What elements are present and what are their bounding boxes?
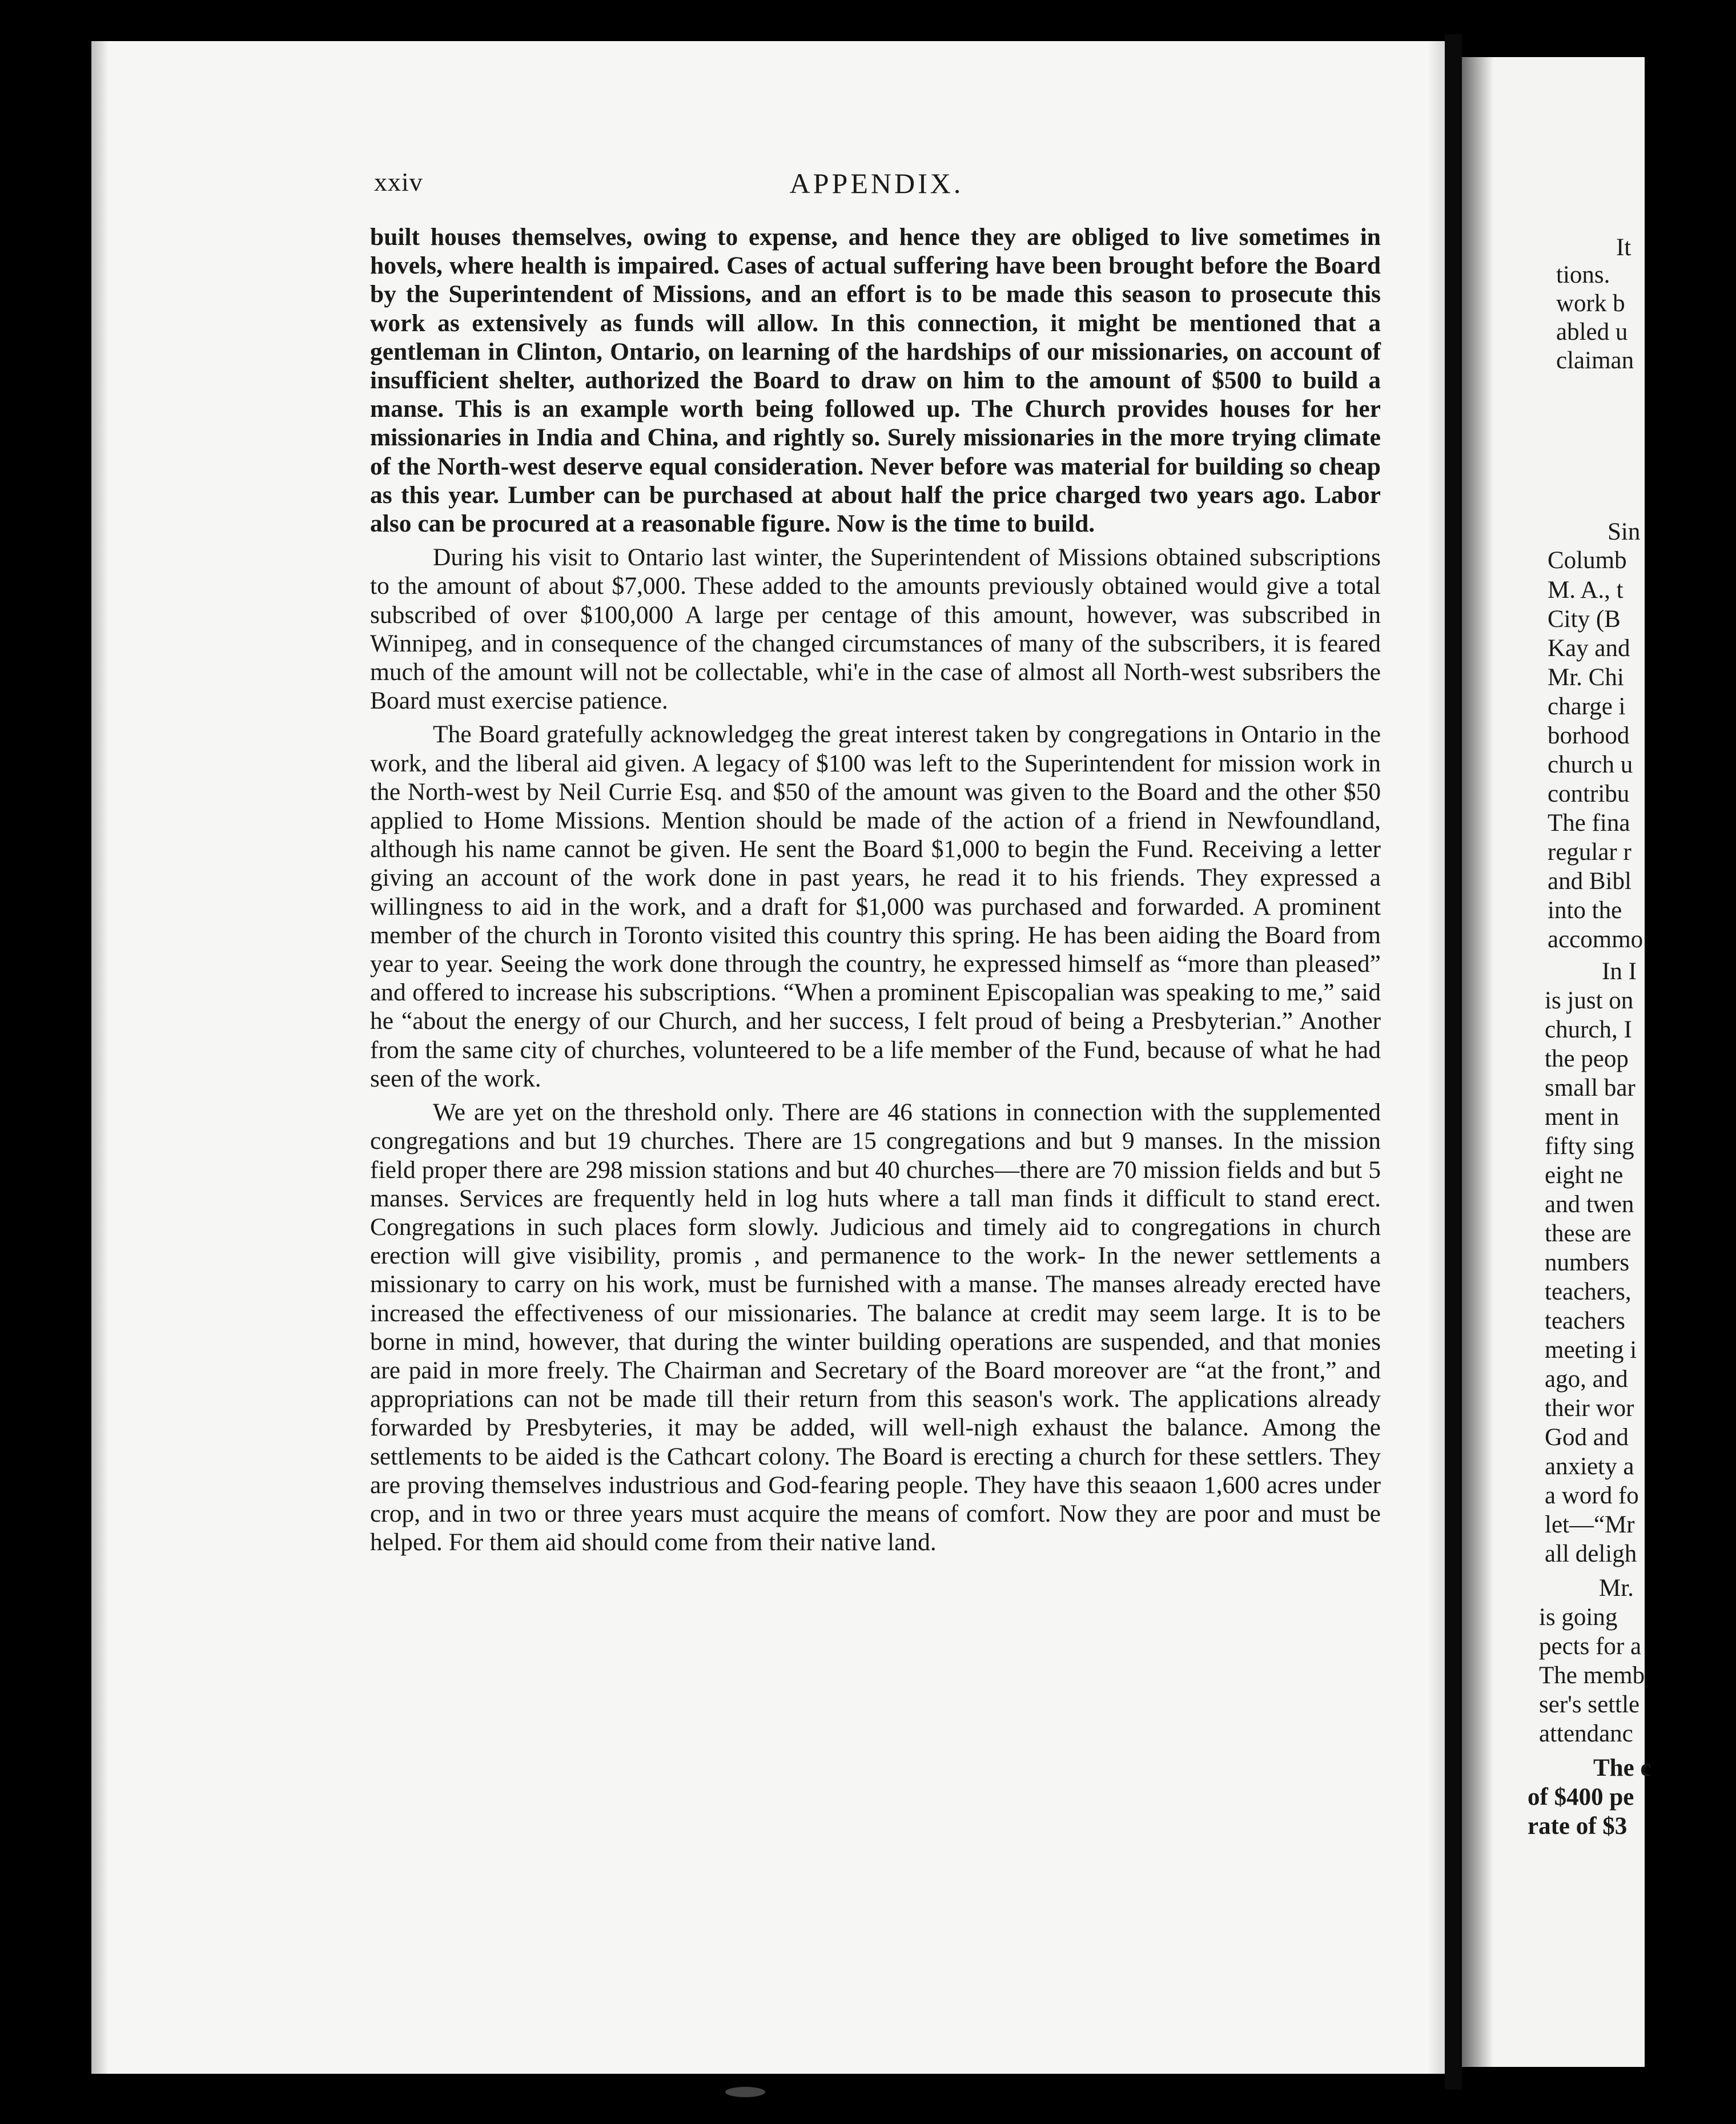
facing-line: tions.: [1556, 262, 1610, 288]
facing-line: abled u: [1556, 319, 1628, 345]
facing-line: rate of $3: [1528, 1813, 1628, 1840]
facing-line: charge i: [1548, 693, 1626, 720]
facing-line: small bar: [1545, 1075, 1635, 1101]
body-text: [370, 223, 1381, 1556]
facing-line: attendanc: [1539, 1720, 1633, 1747]
facing-line: anxiety a: [1545, 1453, 1634, 1480]
facing-line: pects for a: [1539, 1633, 1642, 1660]
facing-line: M. A., t: [1548, 577, 1624, 604]
page-number: xxiv: [374, 167, 423, 196]
facing-line: their wor: [1545, 1395, 1634, 1422]
facing-line: and Bibl: [1548, 868, 1631, 895]
facing-line: regular r: [1548, 839, 1631, 866]
facing-line: work b: [1556, 290, 1625, 317]
facing-line: ment in: [1545, 1104, 1620, 1131]
facing-line: ser's settle: [1539, 1691, 1640, 1718]
facing-line: all deligh: [1545, 1540, 1637, 1567]
facing-line: numbers: [1545, 1249, 1630, 1276]
facing-line: Mr.: [1599, 1575, 1634, 1602]
paragraph-subscriptions: During his visit to Ontario last winter, the Superintendent of Missions obtained subscriptions to the amount of about $7,000. These added to the amounts previously obtained would give a total subscribed of over $100,000 A large per centage of this amount, however, was subscribed in Winnipeg, and in consequence of the changed circumstances of many of the subscribers, it is feared much of the amount will not be collectable, whi'e in the case of almost all North-west subsribers the Board must exercise patience.: [370, 544, 1381, 715]
facing-line: eight ne: [1545, 1162, 1624, 1189]
facing-line: meeting i: [1545, 1337, 1637, 1363]
facing-line: In I: [1602, 958, 1637, 985]
paragraph-acknowledgements: The Board gratefully acknowledgeg the great interest taken by congregations in Ontario in the work, and the liberal aid given. A legacy of $100 was left to the Superintendent for mission work in the North-west by Neil Currie Esq. and $50 of the amount was given to the Board and the other $50 applied to Home Missions. Mention should be made of the action of a friend in Newfoundland, although his name cannot be given. He sent the Board $1,000 to begin the Fund. Receiving a letter giving an account of the work done in past years, he read it to his friends. They expressed a willingness to aid in the work, and a draft for $1,000 was purchased and forwarded. A prominent member of the church in Toronto visited this country this spring. He has been aiding the Board from year to year. Seeing the work done through the country, he expressed himself as “more than pleased” and offered to increase his subscriptions. “When a prominent Episcopalian was speaking to me,” said he “about the energy of our Church, and her success, I felt proud of being a Presbyterian.” Another from the same city of churches, volunteered to be a life member of the Fund, because of what he had seen of the work.: [370, 721, 1381, 1092]
facing-line: City (B: [1548, 606, 1621, 633]
facing-line: into the: [1548, 897, 1622, 924]
facing-line: Columb: [1548, 547, 1627, 574]
facing-page-shadow: [1462, 57, 1493, 2067]
facing-line: claiman: [1556, 347, 1634, 374]
facing-line: church, I: [1545, 1016, 1632, 1043]
facing-line: is just on: [1545, 987, 1634, 1014]
scan-smudge: [725, 2087, 765, 2097]
facing-line: of $400 pe: [1528, 1784, 1634, 1811]
facing-line: accommo: [1548, 926, 1643, 953]
facing-line: ago, and: [1545, 1366, 1628, 1393]
facing-line: is going: [1539, 1604, 1618, 1631]
paragraph-manses: built houses themselves, owing to expense, and hence they are obliged to live sometimes in hovels, where health is impaired. Cases of actual suffering have been brought before the Board by the Superintendent of Missions, and an effort is to be made this season to prosecute this work as extensively as funds will allow. In this connection, it might be mentioned that a gentleman in Clinton, Ontario, on learning of the hardships of our missionaries, on account of insufficient shelter, authorized the Board to draw on him to the amount of $500 to build a manse. This is an example worth being followed up. The Church provides houses for her missionaries in India and China, and rightly so. Surely missionaries in the more trying climate of the North-west deserve equal consideration. Never before was material for building so cheap as this year. Lumber can be purchased at about half the price charged two years ago. Labor also can be procured at a reasonable figure. Now is the time to build.: [370, 223, 1381, 538]
facing-line: The memb: [1539, 1662, 1645, 1689]
facing-line: It: [1616, 234, 1631, 261]
facing-line: these are: [1545, 1220, 1631, 1247]
left-page-edge: [1428, 41, 1445, 2074]
running-head: [374, 167, 1379, 201]
book-gutter: [1445, 34, 1462, 2090]
facing-line: contribu: [1548, 781, 1630, 807]
facing-line: church u: [1548, 751, 1633, 778]
facing-line: teachers: [1545, 1308, 1625, 1334]
facing-line: Mr. Chi: [1548, 664, 1624, 691]
facing-line: the peop: [1545, 1045, 1629, 1072]
paragraph-threshold: We are yet on the threshold only. There are 46 stations in connection with the supplemented congregations and but 19 churches. There are 15 congregations and but 9 manses. In the mission field proper there are 298 mission stations and but 40 churches—there are 70 mission fields and but 5 manses. Services are frequently held in log huts where a tall man finds it difficult to stand erect. Congregations in such places form slowly. Judicious and timely aid to congregations in church erection will give visibility, promis , and permanence to the work- In the newer settlements a missionary to carry on his work, must be furnished with a manse. The manses already erected have increased the effectiveness of our missionaries. The balance at credit may seem large. It is to be borne in mind, however, that during the winter building operations are suspended, and that monies are paid in more freely. The Chairman and Secretary of the Board moreover are “at the front,” and appropriations can not be made till their return from this season's work. The applications already forwarded by Presbyteries, it may be added, will well-nigh exhaust the balance. Among the settlements to be aided is the Cathcart colony. The Board is erecting a church for these settlers. They are proving themselves industrious and God-fearing people. They have this seaaon 1,600 acres under crop, and in two or three years must acquire the means of comfort. Now they are poor and must be helped. For them aid should come from their native land.: [370, 1099, 1381, 1556]
facing-line: a word fo: [1545, 1482, 1639, 1509]
facing-line: The fina: [1548, 810, 1630, 836]
facing-line: Kay and: [1548, 635, 1630, 662]
facing-line: fifty sing: [1545, 1133, 1634, 1160]
facing-line: The c: [1593, 1755, 1651, 1781]
facing-line: let—“Mr: [1545, 1511, 1635, 1538]
facing-line: and twen: [1545, 1191, 1634, 1218]
facing-page-text: [1508, 0, 1736, 2124]
facing-line: Sin: [1608, 518, 1641, 545]
left-page-inner-shadow: [91, 41, 108, 2074]
facing-line: teachers,: [1545, 1278, 1631, 1305]
page-title: APPENDIX.: [789, 167, 964, 199]
facing-line: God and: [1545, 1424, 1629, 1451]
facing-line: borhood: [1548, 722, 1630, 749]
